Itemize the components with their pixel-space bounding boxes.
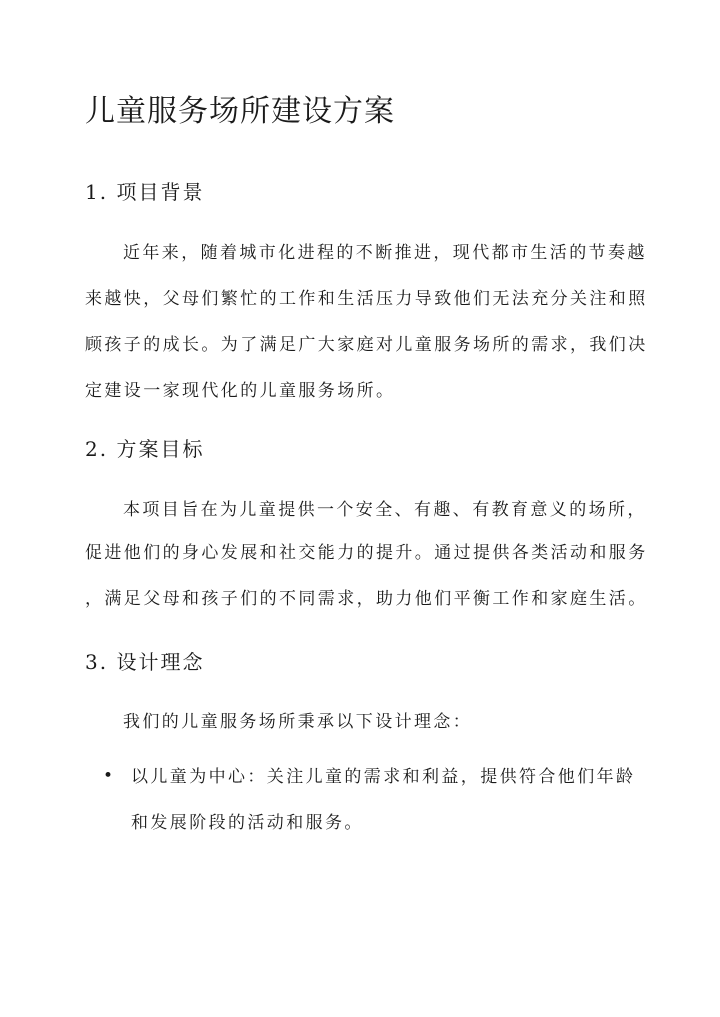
paragraph-line: 来越快，父母们繁忙的工作和生活压力导致他们无法充分关注和照 [85, 289, 648, 309]
paragraph-line: 促进他们的身心发展和社交能力的提升。通过提供各类活动和服务 [85, 543, 648, 563]
paragraph-line: ，满足父母和孩子们的不同需求，助力他们平衡工作和家庭生活。 [85, 589, 648, 609]
paragraph-line: 定建设一家现代化的儿童服务场所。 [85, 381, 396, 401]
paragraph-line: 本项目旨在为儿童提供一个安全、有趣、有教育意义的场所， [123, 500, 647, 520]
bullet-line: 以儿童为中心：关注儿童的需求和利益，提供符合他们年龄 [131, 767, 636, 787]
bullet-marker: • [103, 766, 114, 786]
paragraph-line: 我们的儿童服务场所秉承以下设计理念： [123, 712, 473, 732]
document-title: 儿童服务场所建设方案 [85, 94, 395, 129]
paragraph-line: 顾孩子的成长。为了满足广大家庭对儿童服务场所的需求，我们决 [85, 335, 648, 355]
section-heading-background: 1. 项目背景 [85, 180, 205, 204]
bullet-line: 和发展阶段的活动和服务。 [131, 813, 364, 833]
section-heading-goals: 2. 方案目标 [85, 437, 205, 461]
paragraph-line: 近年来，随着城市化进程的不断推进，现代都市生活的节奏越 [123, 243, 647, 263]
section-heading-design: 3. 设计理念 [85, 650, 205, 674]
